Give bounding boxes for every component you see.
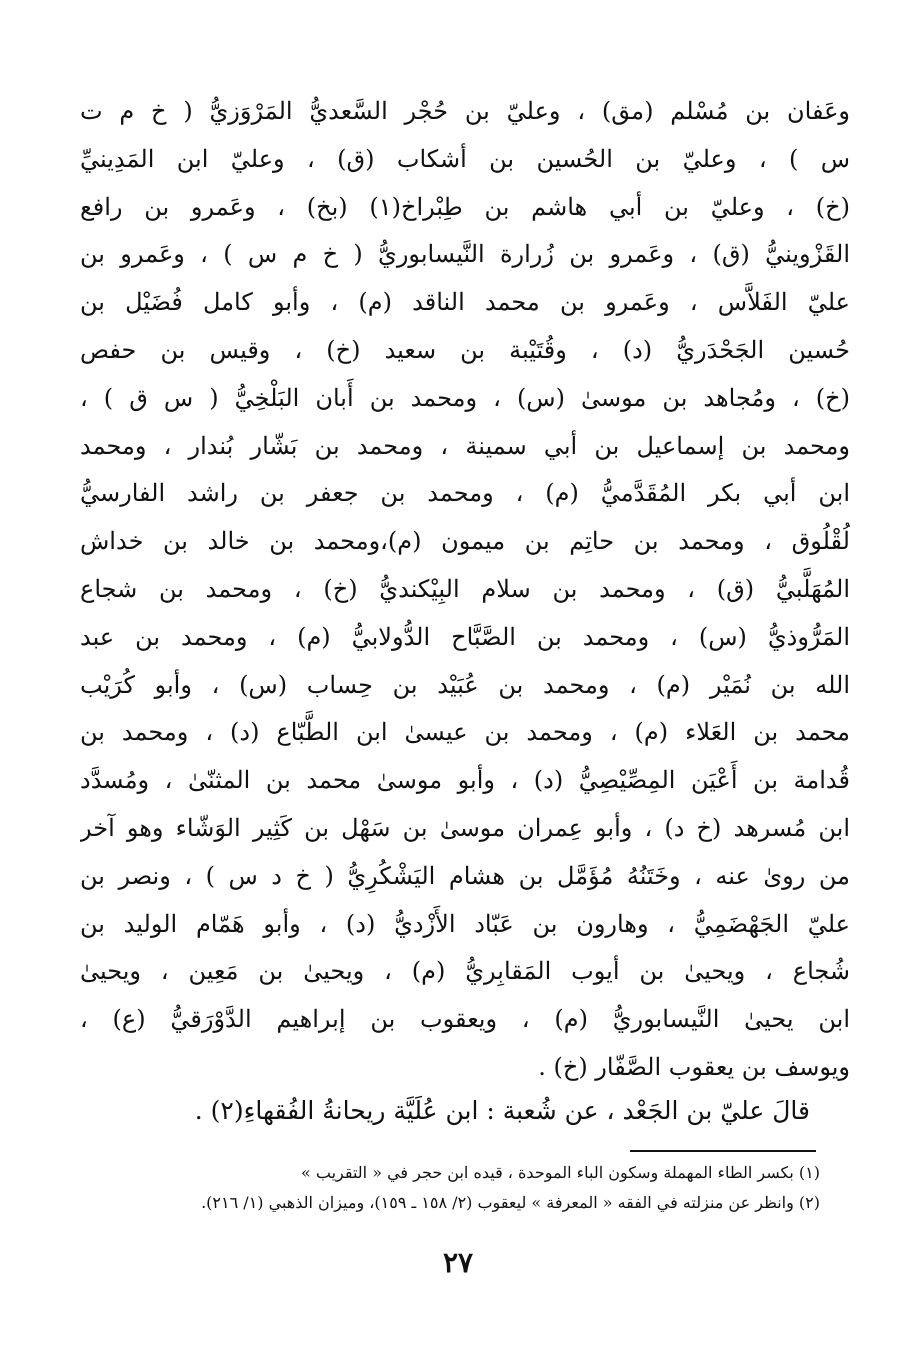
text-line: الله بن نُمَيْر (م) ، ومحمد بن عُبَيْد بن حِساب (س) ، وأبو كُرَيْب: [80, 670, 850, 699]
text-line: (خ) ، وعليّ بن أبي هاشم بن طِبْراخ(١) (بخ) ، وعَمرو بن رافع: [80, 192, 850, 221]
text-line: المَرُّوذيُّ (س) ، ومحمد بن الصَّبَّاح الدُّولابيُّ (م) ، ومحمد بن عبد: [80, 622, 850, 651]
text-line: س ) ، وعليّ بن الحُسين بن أشكاب (ق) ، وعليّ ابن المَدِينيِّ: [80, 144, 850, 173]
footnote-1: (١) بكسر الطاء المهملة وسكون الباء الموحدة ، قيده ابن حجر في « التقريب »: [301, 1163, 820, 1182]
text-line: لُقْلُوق ، ومحمد بن حاتِم بن ميمون (م)،ومحمد بن خالد بن خداش: [80, 527, 850, 556]
text-line: عليّ الفَلاَّس ، وعَمرو بن محمد الناقد (م) ، وأبو كامل فُضَيْل بن: [80, 288, 850, 317]
text-line: (خ) ، ومُجاهد بن موسىٰ (س) ، ومحمد بن أَبان البَلْخِيُّ ( س ق ) ،: [80, 383, 850, 412]
footnote-2: (٢) وانظر عن منزلته في الفقه « المعرفة » ليعقوب (٢/ ١٥٨ ـ ١٥٩)، وميزان الذهبي (١/ ٢١٦).: [201, 1193, 820, 1212]
text-line: من روىٰ عنه ، وخَتَنُهُ مُؤَمَّل بن هشام اليَشْكُرِيُّ ( خ د س ) ، ونصر بن: [80, 861, 850, 890]
text-line: ابن يحيىٰ النَّيسابوريُّ (م) ، ويعقوب بن إبراهيم الدَّوْرَقيُّ (ع) ،: [80, 1005, 850, 1034]
text-line: عليّ الجَهْضَمِيُّ ، وهارون بن عَبّاد الأَزْديُّ (د) ، وأبو هَمّام الوليد بن: [80, 909, 850, 938]
text-line: ويوسف بن يعقوب الصَّفّار (خ) .: [538, 1052, 850, 1081]
quote-paragraph: قالَ عليّ بن الجَعْد ، عن شُعبة : ابن عُلَيَّة ريحانةُ الفُقهاءِ(٢) .: [194, 1096, 810, 1125]
main-text: [80, 88, 850, 1092]
text-line: المُهَلَّبيُّ (ق) ، ومحمد بن سلام البِيْكنديُّ (خ) ، ومحمد بن شجاع: [80, 574, 850, 603]
text-line: قُدامة بن أَعْيَن المِصِّيْصِيُّ (د) ، وأبو موسىٰ محمد بن المثنّىٰ ، ومُسدَّد: [80, 766, 850, 795]
text-line: حُسين الجَحْدَريُّ (د) ، وقُتَيْبة بن سعيد (خ) ، وقيس بن حفص: [80, 335, 850, 364]
text-line: ابن مُسرهد (خ د) ، وأبو عِمران موسىٰ بن سَهْل بن كَثِير الوَشّاء وهو آخر: [80, 813, 850, 842]
footnote-separator: [630, 1150, 816, 1152]
text-line: ابن أبي بكر المُقَدَّميُّ (م) ، ومحمد بن جعفر بن راشد الفارسيُّ: [80, 479, 850, 508]
text-line: شُجاع ، ويحيىٰ بن أيوب المَقابِريُّ (م) ، ويحيىٰ بن مَعِين ، ويحيىٰ: [80, 957, 850, 986]
footnotes: [120, 1158, 820, 1218]
text-line: القَزْوينيُّ (ق) ، وعَمرو بن زُرارة النَّيسابوريُّ ( خ م س ) ، وعَمرو بن: [80, 240, 850, 269]
text-line: ومحمد بن إسماعيل بن أبي سمينة ، ومحمد بن بَشّار بُندار ، ومحمد: [80, 431, 850, 460]
page-number: ٢٧: [442, 1246, 474, 1279]
text-line: وعَفان بن مُسْلم (مق) ، وعليّ بن حُجْر السَّعديُّ المَرْوَزيُّ ( خ م ت: [80, 97, 850, 125]
text-line: محمد بن العَلاء (م) ، ومحمد بن عيسىٰ ابن الطَّبّاع (د) ، ومحمد بن: [80, 718, 850, 747]
